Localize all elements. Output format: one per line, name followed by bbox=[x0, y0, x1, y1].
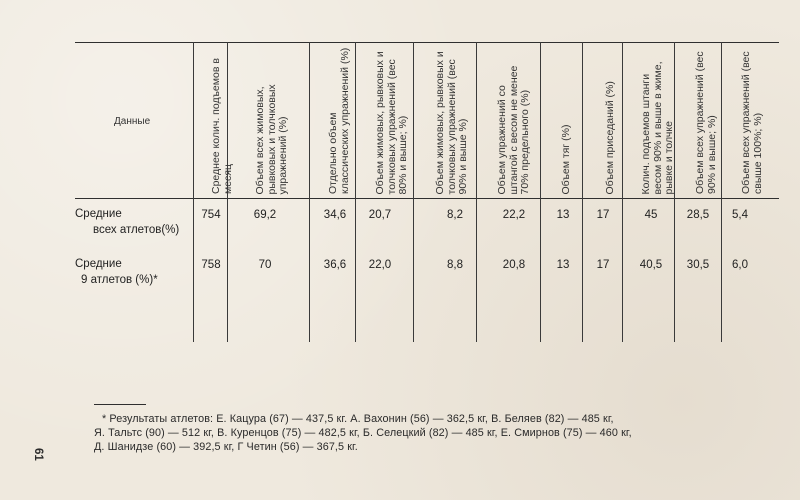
column-header bbox=[726, 46, 764, 194]
table-cell: 8,8 bbox=[447, 259, 463, 271]
column-header-text: Объем всех упражнений (вес свыше 100%; %) bbox=[740, 51, 764, 194]
row-label-line: всех атлетов(%) bbox=[93, 224, 180, 236]
column-header-text: Среднее колич. подъемов в месяц bbox=[210, 58, 234, 194]
footnote-line: * Результаты атлетов: Е. Кацура (67) — 437,5 кг. А. Вахонин (56) — 362,5 кг, В. Беляев (82) — 485 кг, bbox=[102, 413, 614, 425]
table-cell: 69,2 bbox=[253, 209, 277, 221]
column-header-text: Объем всех жимовых, рывковых и толчковых упражнений (%) bbox=[254, 83, 289, 194]
row-header-label: Данные bbox=[114, 116, 151, 127]
table-cell: 70 bbox=[258, 259, 272, 271]
table-cell: 22,2 bbox=[502, 209, 526, 221]
table-cell: 8,2 bbox=[447, 209, 463, 221]
column-header bbox=[240, 46, 289, 194]
table-cell: 5,4 bbox=[732, 209, 748, 221]
row-label bbox=[75, 207, 179, 237]
table-cell: 754 bbox=[201, 209, 221, 221]
column-divider bbox=[721, 42, 722, 342]
page-number: 61 bbox=[32, 448, 44, 461]
column-header-text: Колич. подъемов штанги весом 90% и выше в жиме, рывке и толчке bbox=[640, 60, 675, 194]
column-header bbox=[313, 46, 351, 194]
table-cell: 13 bbox=[556, 209, 570, 221]
column-divider bbox=[309, 42, 310, 342]
column-header-text: Объем тяг (%) bbox=[560, 124, 572, 194]
table-cell: 40,5 bbox=[639, 259, 663, 271]
column-divider bbox=[193, 42, 194, 342]
row-label-line: 9 атлетов (%)* bbox=[81, 274, 158, 286]
footnote-rule bbox=[94, 404, 146, 405]
footnote bbox=[94, 412, 774, 454]
column-divider bbox=[540, 42, 541, 342]
table-cell: 36,6 bbox=[323, 259, 347, 271]
table-cell: 6,0 bbox=[732, 259, 748, 271]
column-header bbox=[590, 46, 624, 194]
column-header-text: Объем приседаний (%) bbox=[604, 80, 616, 194]
column-header-text: Объем всех упражнений (вес 90% и выше; %) bbox=[694, 51, 718, 194]
column-header bbox=[546, 46, 580, 194]
row-label bbox=[75, 257, 158, 287]
table-cell: 28,5 bbox=[686, 209, 710, 221]
column-header-text: Отдельно объем классических упражнений (%) bbox=[327, 47, 351, 194]
column-header-text: Объем жимовых, рывковых и толчковых упражнений (вес 90% и выше %) bbox=[434, 50, 469, 194]
footnote-line: Я. Тальтс (90) — 512 кг, В. Куренцов (75) — 482,5 кг, Б. Селецкий (82) — 485 кг, Е. Смирнов (75) — 460 кг, bbox=[94, 427, 632, 439]
column-header-text: Объем жимовых, рывковых и толчковых упражнений (вес 80% и выше; %) bbox=[374, 50, 409, 194]
table-cell: 20,8 bbox=[502, 259, 526, 271]
table-cell: 45 bbox=[644, 209, 658, 221]
table-cell: 17 bbox=[596, 259, 610, 271]
column-header bbox=[626, 46, 675, 194]
column-header bbox=[196, 46, 234, 194]
column-header bbox=[360, 46, 409, 194]
row-label-line: Средние bbox=[75, 208, 122, 220]
column-header bbox=[680, 46, 718, 194]
column-header bbox=[420, 46, 469, 194]
row-label-line: Средние bbox=[75, 258, 122, 270]
table-cell: 13 bbox=[556, 259, 570, 271]
table-cell: 17 bbox=[596, 209, 610, 221]
table-cell: 34,6 bbox=[323, 209, 347, 221]
table-cell: 20,7 bbox=[368, 209, 392, 221]
footnote-line: Д. Шанидзе (60) — 392,5 кг, Г Четин (56) — 367,5 кг. bbox=[94, 441, 358, 453]
column-divider bbox=[582, 42, 583, 342]
table-cell: 758 bbox=[201, 259, 221, 271]
column-divider bbox=[476, 42, 477, 342]
column-header-text: Объем упражнений со штангой с весом не менее 70% предельного (%) bbox=[496, 65, 531, 194]
column-divider bbox=[413, 42, 414, 342]
table-cell: 22,0 bbox=[368, 259, 392, 271]
column-header bbox=[482, 46, 531, 194]
column-divider bbox=[355, 42, 356, 342]
table-cell: 30,5 bbox=[686, 259, 710, 271]
